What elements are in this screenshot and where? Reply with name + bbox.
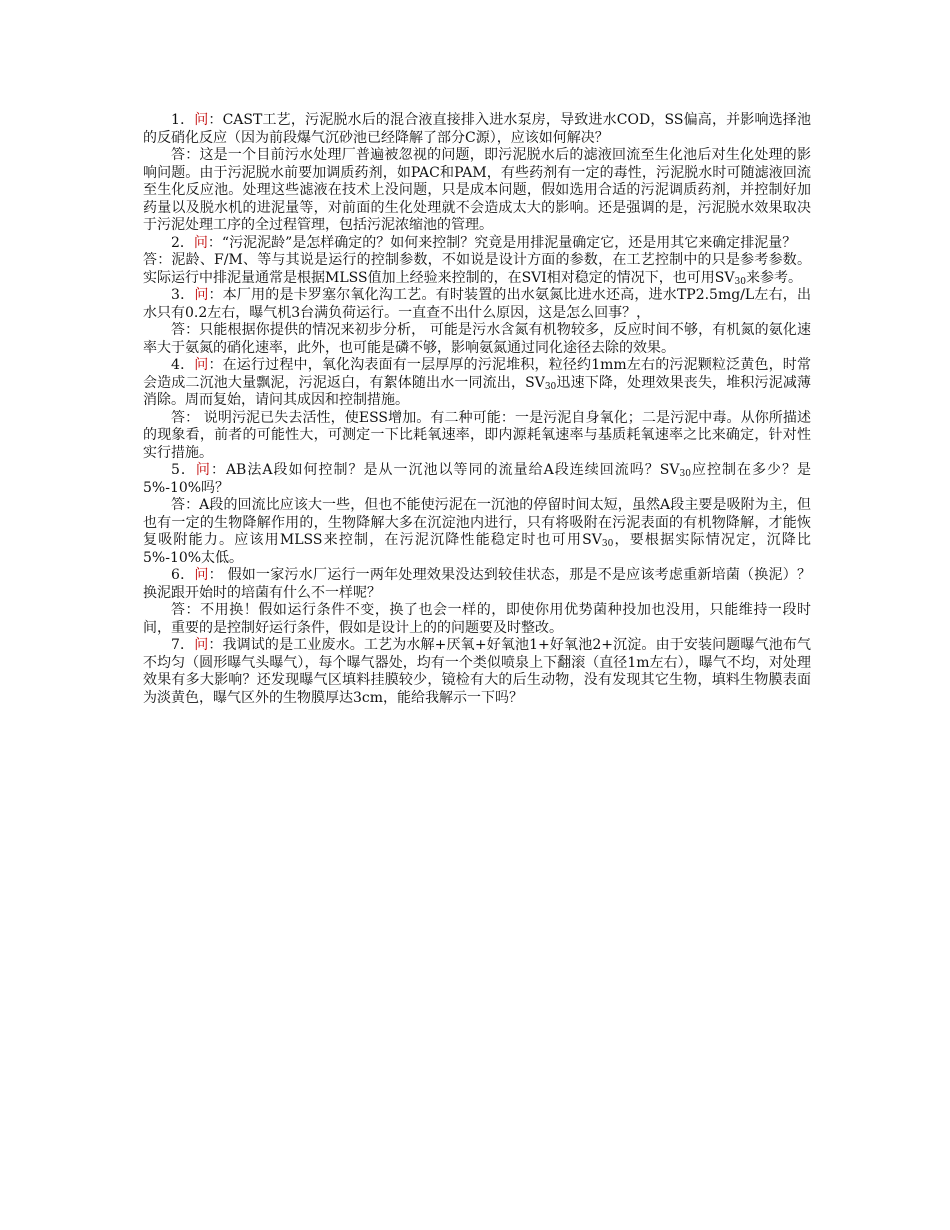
answer-text: 答：不用换！假如运行条件不变，换了也会一样的，即使你用优势菌种投加也没用，只能维持一段时间，重要的是控制好运行条件，假如是设计上的的问题要及时整改。 [143, 602, 811, 636]
answer-text: ，要根据实际情况定，沉降比5%-10%太低。 [143, 532, 811, 566]
document-page [143, 112, 811, 707]
question-label: 问 [194, 637, 209, 653]
question-label: 问 [195, 462, 211, 478]
question-text: ：CAST工艺，污泥脱水后的混合液直接排入进水泵房，导致进水COD，SS偏高，并影响选择池的反硝化反应（因为前段爆气沉砂池已经降解了部分C源），应该如何解决？ [143, 112, 811, 146]
question-text: ：AB法A段如何控制？是从一沉池以等同的流量给A段连续回流吗？SV [210, 462, 680, 478]
answer-2 [143, 252, 811, 287]
item-number: 2． [171, 234, 194, 251]
question-text: ：在运行过程中，氧化沟表面有一层厚厚的污泥堆积，粒径约1mm左右的污泥颗粒泛黄色，时常会造成二沉池大量飘泥，污泥返白，有絮体随出水一同流出，SV [143, 357, 811, 391]
answer-1 [143, 147, 811, 235]
question-5 [143, 462, 811, 497]
question-7 [143, 637, 811, 707]
question-label: 问 [194, 287, 209, 303]
question-text: 应控制在多少？是5%-10%吗？ [143, 462, 811, 496]
question-text: ：本厂用的是卡罗塞尔氧化沟工艺。有时装置的出水氨氮比进水还高，进水TP2.5mg/L左右，出水只有0.2左右，曝气机3台满负荷运行。一直查不出什么原因，这是怎么回事？， [143, 287, 811, 321]
answer-text: 答： 说明污泥已失去活性，使ESS增加。有二种可能：一是污泥自身氧化；二是污泥中毒。从你所描述的现象看，前者的可能性大，可测定一下比耗氧速率，即内源耗氧速率与基质耗氧速率之比来确定，针对性实行措施。 [143, 409, 811, 461]
question-6 [143, 567, 811, 602]
question-3 [143, 287, 811, 322]
item-number: 4． [171, 357, 195, 373]
question-label: 问 [194, 357, 209, 373]
item-number: 6． [171, 567, 195, 583]
answer-text: 答：A段的回流比应该大一些，但也不能使污泥在一沉池的停留时间太短，虽然A段主要是吸附为主，但也有一定的生物降解作用的，生物降解大多在沉淀池内进行，只有将吸附在污泥表面的有机物降解，才能恢复吸附能力。应该用MLSS来控制，在污泥沉降性能稳定时也可用SV [143, 497, 811, 548]
question-4 [143, 357, 811, 410]
item-number: 3． [171, 287, 195, 303]
question-text: ： 假如一家污水厂运行一两年处理效果没达到较佳状态，那是不是应该考虑重新培菌（换泥）？换泥跟开始时的培菌有什么不一样呢？ [143, 567, 812, 601]
question-text: 迅速下降，处理效果丧失，堆积污泥减薄消除。周而复始，请问其成因和控制措施。 [143, 374, 812, 408]
question-1 [143, 112, 811, 147]
answer-4 [143, 410, 811, 463]
answer-3 [143, 322, 811, 357]
answer-5 [143, 497, 811, 567]
question-2 [143, 235, 811, 253]
item-number: 7． [171, 637, 195, 653]
subscript: 30 [544, 381, 557, 392]
subscript: 30 [679, 469, 691, 479]
item-number: 5． [171, 462, 196, 478]
answer-6 [143, 602, 811, 637]
question-label: 问 [194, 112, 209, 128]
answer-text: 来参考。 [745, 269, 802, 286]
answer-text: 答：只能根据你提供的情况来初步分析， 可能是污水含氮有机物较多，反应时间不够，有机氮的氨化速率大于氨氮的硝化速率，此外，也可能是磷不够，影响氨氮通过同化途径去除的效果。 [143, 322, 811, 356]
question-text: ：我调试的是工业废水。工艺为水解+厌氧+好氧池1+好氧池2+沉淀。由于安装问题曝气池布气不均匀（圆形曝气头曝气），每个曝气器处，均有一个类似喷泉上下翻滚（直径1m左右），曝气不均，对处理效果有多大影响？还发现曝气区填料挂膜较少，镜检有大的后生动物，没有发现其它生物，填料生物膜表面为淡黄色，曝气区外的生物膜厚达3cm，能给我解示一下吗？ [143, 637, 812, 706]
subscript: 30 [601, 539, 614, 549]
question-text: ：“污泥泥龄”是怎样确定的？如何来控制？究竟是用排泥量确定它，还是用其它来确定排泥量？ [207, 234, 797, 251]
subscript: 30 [734, 276, 746, 287]
answer-text: 答：泥龄、F/M、等与其说是运行的控制参数，不如说是设计方面的参数，在工艺控制中的只是参考参数。实际运行中排泥量通常是根据MLSS值加上经验来控制的，在SVI相对稳定的情况下，也可用SV [143, 252, 811, 286]
question-label: 问 [193, 234, 208, 251]
question-label: 问 [194, 567, 209, 583]
item-number: 1． [171, 112, 195, 128]
answer-text: 答：这是一个目前污水处理厂普遍被忽视的问题，即污泥脱水后的滤液回流至生化池后对生化处理的影响问题。由于污泥脱水前要加调质药剂，如PAC和PAM，有些药剂有一定的毒性，污泥脱水时可随滤液回流至生化反应池。处理这些滤液在技术上没问题，只是成本问题，假如选用合适的污泥调质药剂，并控制好加药量以及脱水机的进泥量等，对前面的生化处理就不会造成太大的影响。还是强调的是，污泥脱水效果取决于污泥处理工序的全过程管理，包括污泥浓缩池的管理。 [143, 147, 811, 233]
